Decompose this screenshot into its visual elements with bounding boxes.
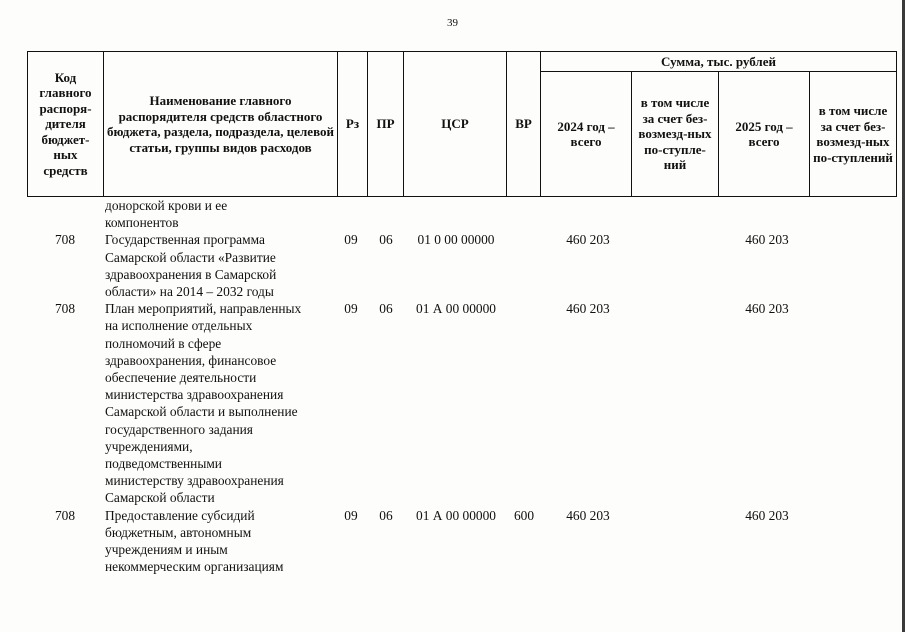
header-2025-total: 2025 год – всего	[719, 72, 810, 197]
row-code: 708	[54, 301, 76, 317]
row-name-line: здравоохранения в Самарской	[105, 266, 277, 282]
row-name	[105, 231, 337, 300]
row-name	[105, 300, 337, 506]
row-name-line: подведомственными	[105, 456, 222, 472]
row-name-line: некоммерческим организациям	[105, 559, 284, 575]
row-name	[105, 507, 337, 576]
row-name-line: на исполнение отдельных	[105, 318, 253, 334]
row-code: 708	[54, 507, 76, 523]
row-name-line: Предоставление субсидий	[105, 507, 255, 523]
row-sum-2024: 460 203	[566, 507, 610, 523]
row-name-line: Самарской области «Развитие	[105, 249, 276, 265]
row-name-line: обеспечение деятельности	[105, 370, 257, 385]
row-sum-2025: 460 203	[745, 507, 789, 523]
header-2025-gratuitous: в том числе за счет без-возмезд-ных по-ступлений	[810, 72, 897, 197]
row-sum-2025: 460 203	[745, 301, 789, 317]
row-csr: 01 0 00 00000	[417, 232, 495, 248]
row-sum-2024: 460 203	[566, 301, 610, 317]
row-pr: 06	[379, 507, 393, 523]
row-name-line: компонентов	[105, 215, 179, 231]
row-code: 708	[54, 232, 76, 248]
header-sum-group: Сумма, тыс. рублей	[541, 52, 897, 72]
header-vr: ВР	[507, 52, 541, 197]
header-pr: ПР	[368, 52, 404, 197]
header-csr: ЦСР	[404, 52, 507, 197]
row-pr: 06	[379, 301, 393, 317]
row-name	[105, 197, 337, 231]
row-name-line: министерству здравоохранения	[105, 473, 284, 489]
row-name-line: министерства здравоохранения	[105, 387, 284, 403]
row-rz: 09	[344, 507, 358, 523]
row-name-line: учреждениям и иным	[105, 541, 228, 557]
header-2024-gratuitous: в том числе за счет без-возмезд-ных по-ступле-ний	[632, 72, 719, 197]
header-name: Наименование главного распорядителя средств областного бюджета, раздела, подраздела, целевой статьи, группы видов расходов	[104, 52, 338, 197]
row-name-line: здравоохранения, финансовое	[105, 352, 277, 368]
row-sum-2024: 460 203	[566, 232, 610, 248]
row-name-line: учреждениями,	[105, 438, 193, 454]
row-name-line: Государственная программа	[105, 232, 265, 248]
row-name-line: План мероприятий, направленных	[105, 301, 302, 317]
row-sum-2025: 460 203	[745, 232, 789, 248]
row-name-line: области» на 2014 – 2032 годы	[105, 284, 274, 299]
row-name-line: полномочий в сфере	[105, 335, 222, 351]
row-name-line: донорской крови и ее	[105, 198, 228, 213]
row-name-line: Самарской области и выполнение	[105, 404, 298, 420]
row-rz: 09	[344, 232, 358, 248]
row-name-line: государственного задания	[105, 421, 253, 437]
row-csr: 01 А 00 00000	[416, 507, 496, 523]
header-2024-total: 2024 год – всего	[541, 72, 632, 197]
header-code: Код главного распоря-дителя бюджет-ных средств	[28, 52, 104, 197]
row-pr: 06	[379, 232, 393, 248]
table-header	[27, 51, 897, 197]
page-number: 39	[447, 17, 458, 29]
row-csr: 01 А 00 00000	[416, 301, 496, 317]
row-vr: 600	[513, 507, 535, 523]
header-rz: Рз	[338, 52, 368, 197]
row-rz: 09	[344, 301, 358, 317]
row-name-line: бюджетным, автономным	[105, 524, 252, 540]
row-name-line: Самарской области	[105, 490, 215, 506]
